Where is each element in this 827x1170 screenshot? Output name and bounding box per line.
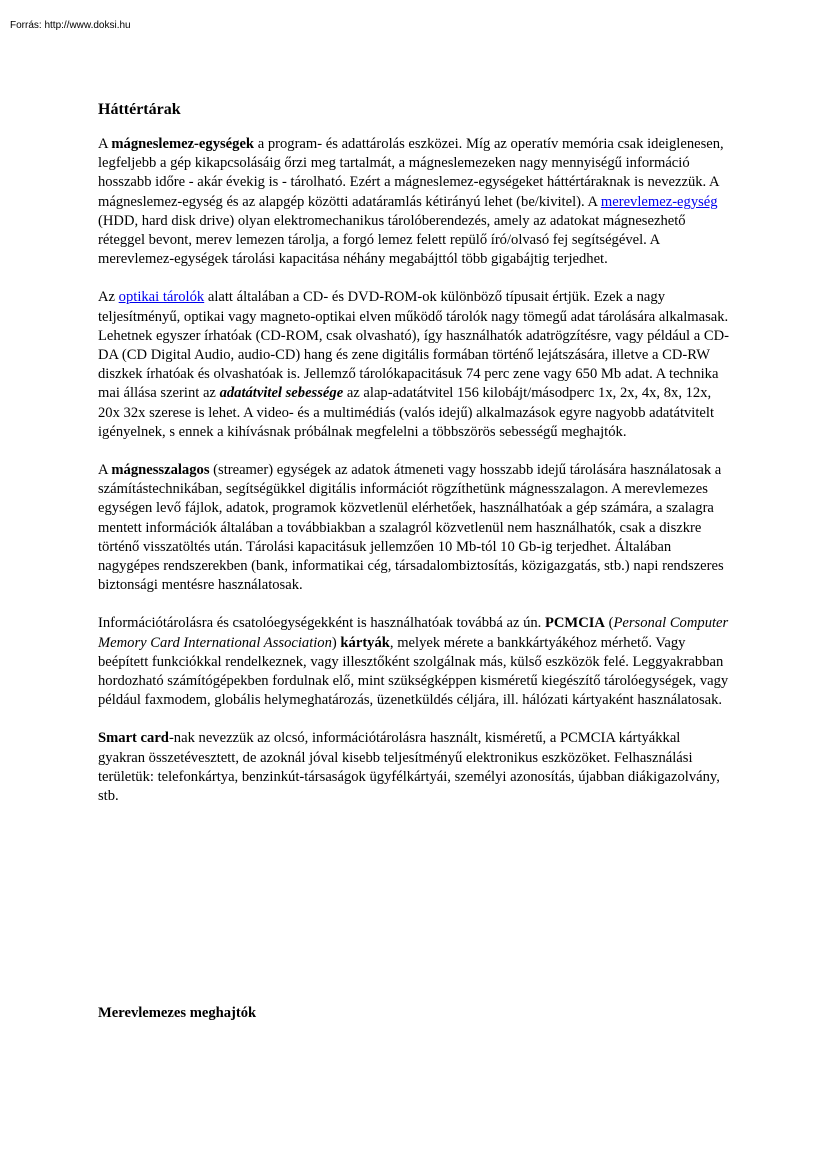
bold-term: kártyák: [340, 634, 390, 651]
source-url: Forrás: http://www.doksi.hu: [10, 20, 131, 31]
text: Az: [98, 289, 119, 306]
page-title: Háttértárak: [98, 101, 181, 118]
link-optikai-tarolok[interactable]: optikai tárolók: [118, 289, 205, 306]
section-heading: Merevlemezes meghajtók: [98, 1005, 257, 1021]
italic-term: Personal Computer Memory Card International Association: [98, 615, 729, 651]
text: -nak nevezzük az olcsó, információtárolásra használt, kisméretű, a PCMCIA kártyákkal gyakran összetévesztett, de azoknál jóval kisebb teljesítményű elektronikus eszközöket. Felhasználási területük: telefonkártya, benzinkút-társaságok ügyfélkártyái, személyi azonosítás, újabban diákigazolvány, stb.: [98, 730, 720, 805]
bold-italic-term: adatátvitel sebessége: [219, 385, 344, 402]
bold-term: mágneslemez-egységek: [111, 136, 255, 152]
text: (: [604, 615, 614, 632]
text: (streamer) egységek az adatok átmeneti vagy hosszabb idejű tárolására használatosak a számítástechnikában, segítségükkel digitális információt rögzíthetünk mágnesszalagon. A merevlemezes egységen levő fájlok, adatok, programok közvetlenül elérhetőek, használhatóak a gép számára, a szalagra mentett információk általában a továbbiakban a szalagról közvetlenül nem használhatók, csak a diszkre történő visszatöltés után. Tárolási kapacitásuk jellemzően 10 Mb-tól 10 Gb-ig terjedhet. Általában nagygépes rendszerekben (bank, informatikai cég, társadalombiztosítás, közigazgatás, stb.) napi rendszeres biztonsági mentésre használatosak.: [98, 462, 724, 594]
paragraph-pcmcia: [98, 614, 730, 710]
text: a program- és adattárolás eszközei. Míg az operatív memória csak ideiglenesen, legfeljebb a gép kikapcsolásáig őrzi meg tartalmát, a mágneslemezeken nagy mennyiségű információ hosszabb időre - akár évekig is - tárolható. Ezért a mágneslemez-egységeket háttértáraknak is nevezzük. A mágneslemez-egység és az alapgép közötti adatáramlás kétirányú lehet (be/kivitel). A: [98, 136, 724, 210]
text: (HDD, hard disk drive) olyan elektromechanikus tárolóberendezés, amely az adatokat mágnesezhető réteggel bevont, merev lemezen tárolja, a forgó lemez felett repülő író/olvasó fej segítségével. A merevlemez-egységek tárolási kapacitása néhány megabájttól több gigabájtig terjedhet.: [98, 212, 686, 268]
paragraph-optikai: [98, 288, 730, 442]
paragraph-magnesszalag: [98, 461, 730, 595]
bold-term: mágnesszalagos: [111, 462, 210, 479]
document-body: [98, 100, 730, 806]
paragraph-magneslemez: [98, 135, 730, 269]
text: alatt általában a CD- és DVD-ROM-ok különböző típusait értjük. Ezek a nagy teljesítményű, optikai vagy magneto-optikai elven működő tárolók nagy tömegű adat tárolására alkalmasak. Lehetnek egyszer írhatóak (CD-ROM, csak olvasható), így használhatók adatrögzítésre, vagy például a CD-DA (CD Digital Audio, audio-CD) hang és zene digitális formában történő lejátszására, illetve a CD-RW diszkek írhatóak és olvashatóak is. Jellemző tárolókapacitásuk 74 perc zene vagy 650 Mb adat. A technika mai állása szerint az: [98, 289, 729, 402]
paragraph-smart-card: [98, 729, 730, 806]
link-merevlemez-egyseg[interactable]: merevlemez-egység: [600, 193, 718, 210]
text: ): [331, 634, 341, 651]
bold-term: Smart card: [98, 730, 169, 747]
text: az alap-adatátvitel 156 kilobájt/másodperc 1x, 2x, 4x, 8x, 12x, 20x 32x szerese is lehet. A video- és a multimédiás (valós idejű) alkalmazások egyre nagyobb adatátvitelt igényelnek, s ennek a kihívásnak próbálnak megfelelni a többszörös sebességű meghajtók.: [98, 385, 714, 440]
bold-term: PCMCIA: [544, 615, 605, 632]
text: A: [98, 136, 112, 152]
text: Információtárolásra és csatolóegységekként is használhatóak továbbá az ún.: [98, 615, 545, 632]
text: , melyek mérete a bankkártyákéhoz mérhető. Vagy beépített funkciókkal rendelkeznek, vagy illesztőként szolgálnak más, külső eszközök felé. Leggyakrabban hordozható számítógépekben fordulnak elő, mint szükségképpen kisméretű kiegészítő tárolóegységek, vagy például faxmodem, globális helymeghatározás, üzenetküldés céljára, ill. hálózati kártyaként használatosak.: [98, 634, 729, 709]
text: A: [98, 462, 112, 479]
